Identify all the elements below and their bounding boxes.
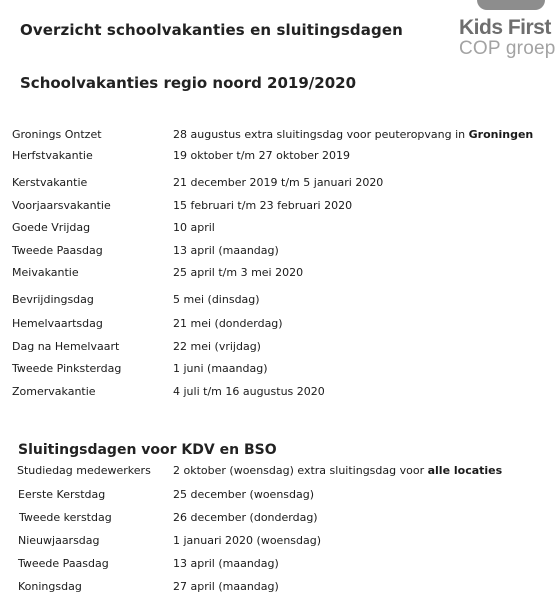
row-value: 25 april t/m 3 mei 2020 (173, 266, 304, 279)
row-label: Dag na Hemelvaart (12, 340, 120, 353)
school-holidays-title: Schoolvakanties regio noord 2019/2020 (20, 74, 357, 92)
row-value: 13 april (maandag) (173, 244, 279, 257)
row-label: Nieuwjaarsdag (18, 534, 100, 547)
row-value: 4 juli t/m 16 augustus 2020 (173, 385, 325, 398)
row-label: Bevrijdingsdag (12, 293, 94, 306)
row-value: 1 januari 2020 (woensdag) (173, 534, 322, 547)
row-value: 21 december 2019 t/m 5 januari 2020 (173, 176, 384, 189)
closing-days-title: Sluitingsdagen voor KDV en BSO (18, 442, 277, 458)
row-value: 28 augustus extra sluitingsdag voor peuteropvang in Groningen (173, 128, 534, 141)
company-logo (455, 0, 556, 62)
row-value: 2 oktober (woensdag) extra sluitingsdag voor alle locaties (173, 464, 503, 477)
row-label: Gronings Ontzet (12, 128, 102, 141)
page-title: Overzicht schoolvakanties en sluitingsdagen (20, 21, 403, 39)
row-label: Goede Vrijdag (12, 221, 91, 234)
row-label: Meivakantie (12, 266, 79, 279)
row-value-emphasis: alle locaties (427, 464, 503, 477)
row-value: 13 april (maandag) (173, 557, 279, 570)
row-label: Kerstvakantie (12, 176, 88, 189)
row-label: Herfstvakantie (12, 149, 93, 162)
row-value-emphasis: Groningen (468, 128, 534, 141)
row-value: 25 december (woensdag) (173, 488, 315, 501)
row-label: Koningsdag (18, 580, 82, 593)
row-value: 5 mei (dinsdag) (173, 293, 260, 306)
row-value: 1 juni (maandag) (173, 362, 268, 375)
row-label: Tweede Paasdag (12, 244, 103, 257)
row-label: Zomervakantie (12, 385, 96, 398)
row-label: Studiedag medewerkers (17, 464, 151, 477)
row-label: Hemelvaartsdag (12, 317, 103, 330)
row-label: Tweede Paasdag (18, 557, 109, 570)
row-value: 10 april (173, 221, 215, 234)
row-value: 26 december (donderdag) (173, 511, 318, 524)
row-value: 27 april (maandag) (173, 580, 279, 593)
row-value: 22 mei (vrijdag) (173, 340, 261, 353)
row-label: Eerste Kerstdag (18, 488, 106, 501)
logo-shape-icon (477, 0, 545, 10)
row-label: Tweede Pinksterdag (12, 362, 122, 375)
row-value: 21 mei (donderdag) (173, 317, 283, 330)
row-value: 15 februari t/m 23 februari 2020 (173, 199, 353, 212)
row-label: Voorjaarsvakantie (12, 199, 111, 212)
row-label: Tweede kerstdag (19, 511, 112, 524)
row-value: 19 oktober t/m 27 oktober 2019 (173, 149, 351, 162)
logo-group-name: COP groep (459, 38, 556, 59)
logo-brand-name: Kids First (459, 16, 551, 39)
